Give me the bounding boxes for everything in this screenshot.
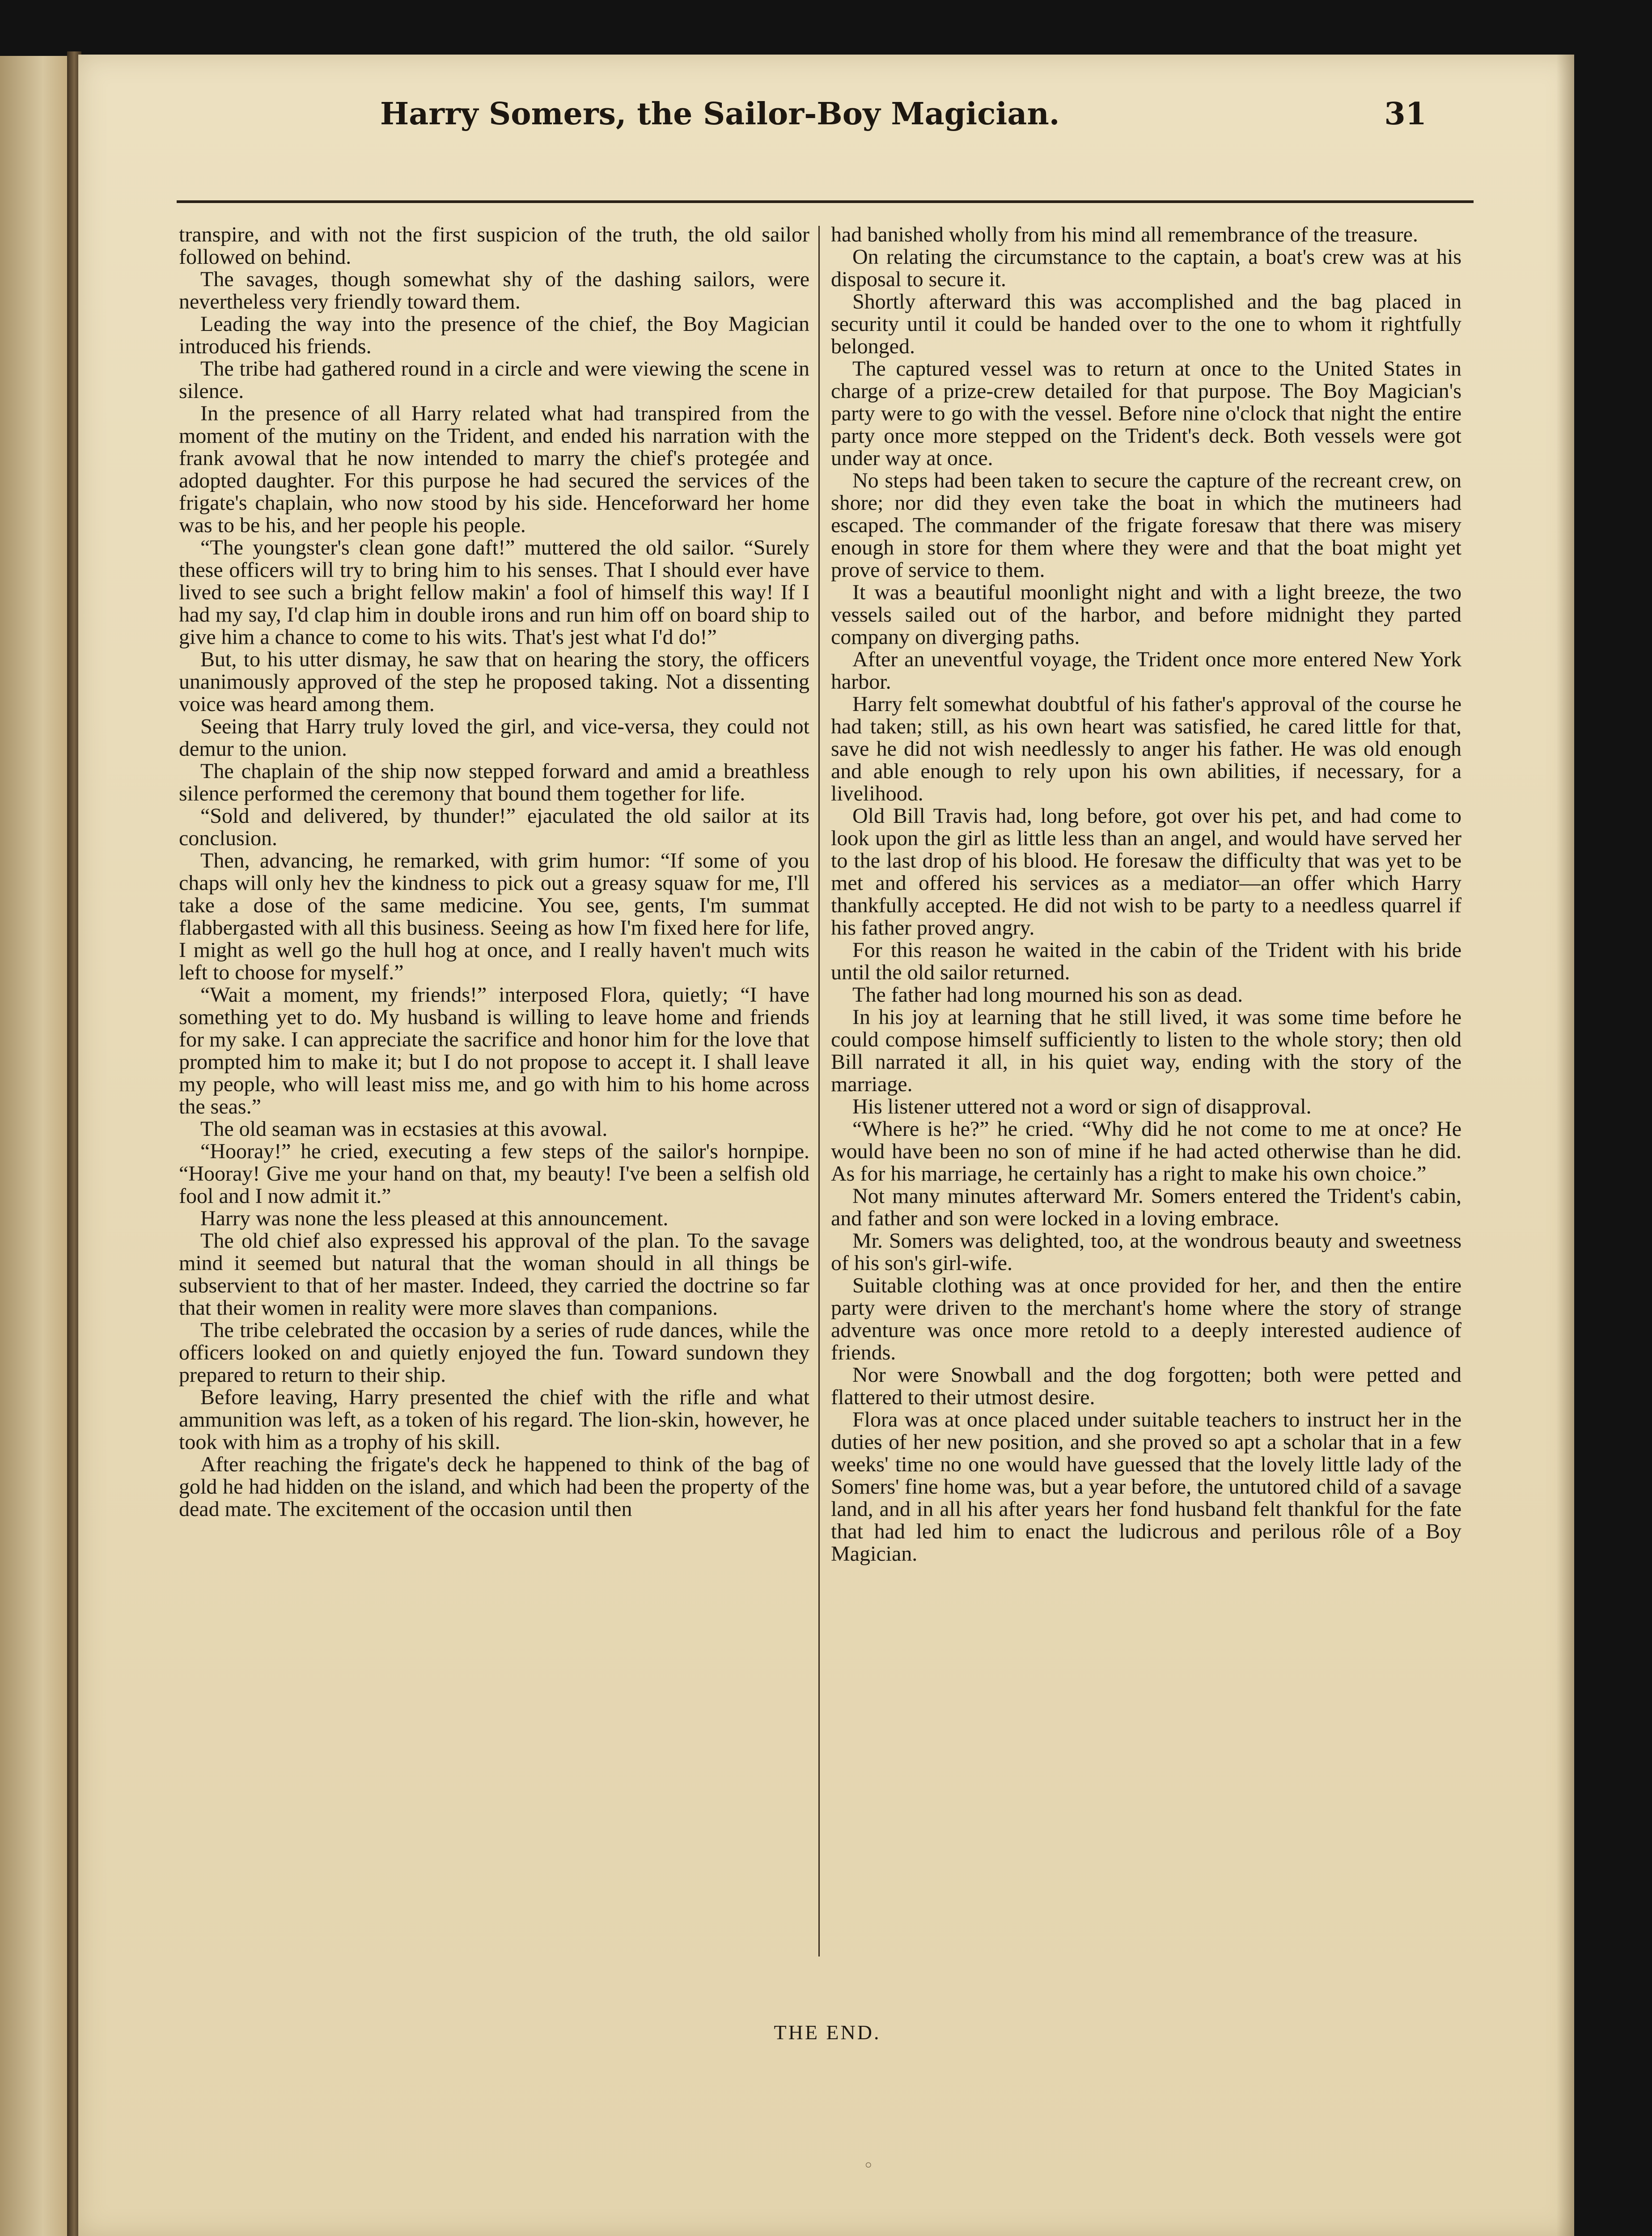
paragraph: “The youngster's clean gone daft!” muttered the old sailor. “Surely these officers will try to bring him to his senses. That I should ever have lived to see such a bright fellow makin' a fool of himself this way! If I had my say, I'd clap him in double irons and run him off on board ship to give him a chance to come to his wits. That's jest what I'd do!” (179, 536, 809, 649)
paragraph: In his joy at learning that he still lived, it was some time before he could compose himself sufficiently to listen to the whole story; then old Bill narrated it all, in his quiet way, ending with the story of the marriage. (831, 1005, 1461, 1096)
paragraph: Harry was none the less pleased at this announcement. (200, 1207, 669, 1230)
page-header (380, 96, 1427, 154)
paragraph: transpire, and with not the first suspicion of the truth, the old sailor followed on behind. (179, 223, 809, 269)
paragraph: Then, advancing, he remarked, with grim humor: “If some of you chaps will only hev the kindness to pick out a greasy squaw for me, I'll take a dose of the same medicine. You see, gents, I'm summat flabbergasted with all this business. Seeing as how I'm fixed here for life, I might as well go the hull hog at once, and I really haven't much wits left to choose for myself.” (179, 849, 809, 984)
paragraph: The captured vessel was to return at once to the United States in charge of a prize-crew detailed for that purpose. The Boy Magician's party were to go with the vessel. Before nine o'clock that night the entire party once more stepped on the Trident's deck. Both vessels were got under way at once. (831, 357, 1461, 470)
paragraph: No steps had been taken to secure the capture of the recreant crew, on shore; nor did they even take the boat in which the mutineers had escaped. The commander of the frigate foresaw that there was misery enough in store for them where they were and that the boat might yet prove of service to them. (831, 469, 1461, 582)
text-column-left (179, 224, 809, 1968)
paragraph: But, to his utter dismay, he saw that on hearing the story, the officers unanimously approved of the step he proposed taking. Not a dissenting voice was heard among them. (179, 648, 809, 716)
paragraph: The old seaman was in ecstasies at this avowal. (200, 1117, 608, 1141)
page-number: 31 (1384, 96, 1427, 132)
paragraph: The tribe celebrated the occasion by a series of rude dances, while the officers looked on and quietly enjoyed the fun. Toward sundown they prepared to return to their ship. (179, 1318, 809, 1387)
paragraph: “Wait a moment, my friends!” interposed Flora, quietly; “I have something yet to do. My husband is willing to leave home and friends for my sake. I can appreciate the sacrifice and honor him for the love that prompted him to make it; but I do not propose to accept it. I shall leave my people, who will least miss me, and go with him to his home across the seas.” (179, 983, 809, 1118)
paragraph: “Hooray!” he cried, executing a few steps of the sailor's hornpipe. “Hooray! Give me your hand on that, my beauty! I've been a selfish old fool and I now admit it.” (179, 1139, 809, 1208)
paragraph: Harry felt somewhat doubtful of his father's approval of the course he had taken; still, as his own heart was satisfied, he cared little for that, save he did not wish needlessly to anger his father. He was old enough and able enough to rely upon his own abilities, if necessary, for a livelihood. (831, 692, 1461, 805)
paragraph: “Where is he?” he cried. “Why did he not come to me at once? He would have been no son of mine if he had acted otherwise than he did. As for his marriage, he certainly has a right to make his own choice.” (831, 1117, 1461, 1186)
text-column-right (831, 224, 1461, 1968)
paragraph: The old chief also expressed his approval of the plan. To the savage mind it seemed but natural that the woman should in all things be subservient to that of her master. Indeed, they carried the doctrine so far that their women in reality were more slaves than companions. (179, 1229, 809, 1320)
paragraph: Flora was at once placed under suitable teachers to instruct her in the duties of her new position, and she proved so apt a scholar that in a few weeks' time no one would have guessed that the lovely little lady of the Somers' fine home was, but a year before, the untutored child of a savage land, and in all his after years her fond husband felt thankful for the fate that had led him to enact the ludicrous and perilous rôle of a Boy Magician. (831, 1408, 1461, 1566)
paragraph: On relating the circumstance to the captain, a boat's crew was at his disposal to secure it. (831, 245, 1461, 291)
paragraph: Shortly afterward this was accomplished and the bag placed in security until it could be handed over to the one to whom it rightfully belonged. (831, 290, 1461, 358)
paragraph: It was a beautiful moonlight night and with a light breeze, the two vessels sailed out of the harbor, and before midnight they parted company on diverging paths. (831, 580, 1461, 649)
previous-page-edge (0, 56, 78, 2236)
paragraph: Suitable clothing was at once provided for her, and then the entire party were driven to the merchant's home where the story of strange adventure was once more retold to a deeply interested audience of friends. (831, 1274, 1461, 1364)
paragraph: Nor were Snowball and the dog forgotten; both were petted and flattered to their utmost desire. (831, 1363, 1461, 1409)
paragraph: “Sold and delivered, by thunder!” ejaculated the old sailor at its conclusion. (179, 804, 809, 850)
paragraph: Seeing that Harry truly loved the girl, and vice-versa, they could not demur to the union. (179, 715, 809, 761)
paragraph: After reaching the frigate's deck he happened to think of the bag of gold he had hidden on the island, and which had been the property of the dead mate. The excitement of the occasion until then (179, 1453, 809, 1521)
header-rule (177, 200, 1474, 203)
paragraph: Before leaving, Harry presented the chief with the rifle and what ammunition was left, as a token of his regard. The lion-skin, however, he took with him as a trophy of his skill. (179, 1385, 809, 1454)
paragraph: In the presence of all Harry related what had transpired from the moment of the mutiny on the Trident, and ended his narration with the frank avowal that he now intended to marry the chief's protegée and adopted daughter. For this purpose he had secured the services of the frigate's chaplain, who now stood by his side. Henceforward her home was to be his, and her people his people. (179, 402, 809, 537)
paragraph: For this reason he waited in the cabin of the Trident with his bride until the old sailor returned. (831, 938, 1461, 984)
paragraph: After an uneventful voyage, the Trident once more entered New York harbor. (831, 648, 1461, 694)
paragraph: The tribe had gathered round in a circle and were viewing the scene in silence. (179, 357, 809, 403)
column-divider (818, 226, 820, 1956)
paragraph: The chaplain of the ship now stepped forward and amid a breathless silence performed the ceremony that bound them together for life. (179, 759, 809, 805)
paragraph: Leading the way into the presence of the chief, the Boy Magician introduced his friends. (179, 312, 809, 358)
running-title: Harry Somers, the Sailor-Boy Magician. (380, 96, 1060, 132)
paragraph: The father had long mourned his son as dead. (852, 983, 1243, 1007)
paragraph: The savages, though somewhat shy of the dashing sailors, were nevertheless very friendly toward them. (179, 267, 809, 313)
paragraph: Old Bill Travis had, long before, got over his pet, and had come to look upon the girl as little less than an angel, and would have served her to the last drop of his blood. He foresaw the difficulty that was yet to be met and offered his services as a mediator—an offer which Harry thankfully accepted. He did not wish to be party to a needless quarrel if his father proved angry. (831, 804, 1461, 940)
paragraph: Not many minutes afterward Mr. Somers entered the Trident's cabin, and father and son were locked in a loving embrace. (831, 1184, 1461, 1230)
paragraph: Mr. Somers was delighted, too, at the wondrous beauty and sweetness of his son's girl-wife. (831, 1229, 1461, 1275)
paragraph: had banished wholly from his mind all remembrance of the treasure. (831, 223, 1418, 246)
printer-mark: ◦ (863, 2156, 874, 2176)
the-end-label: THE END. (774, 2021, 881, 2044)
paragraph: His listener uttered not a word or sign of disapproval. (852, 1095, 1312, 1118)
